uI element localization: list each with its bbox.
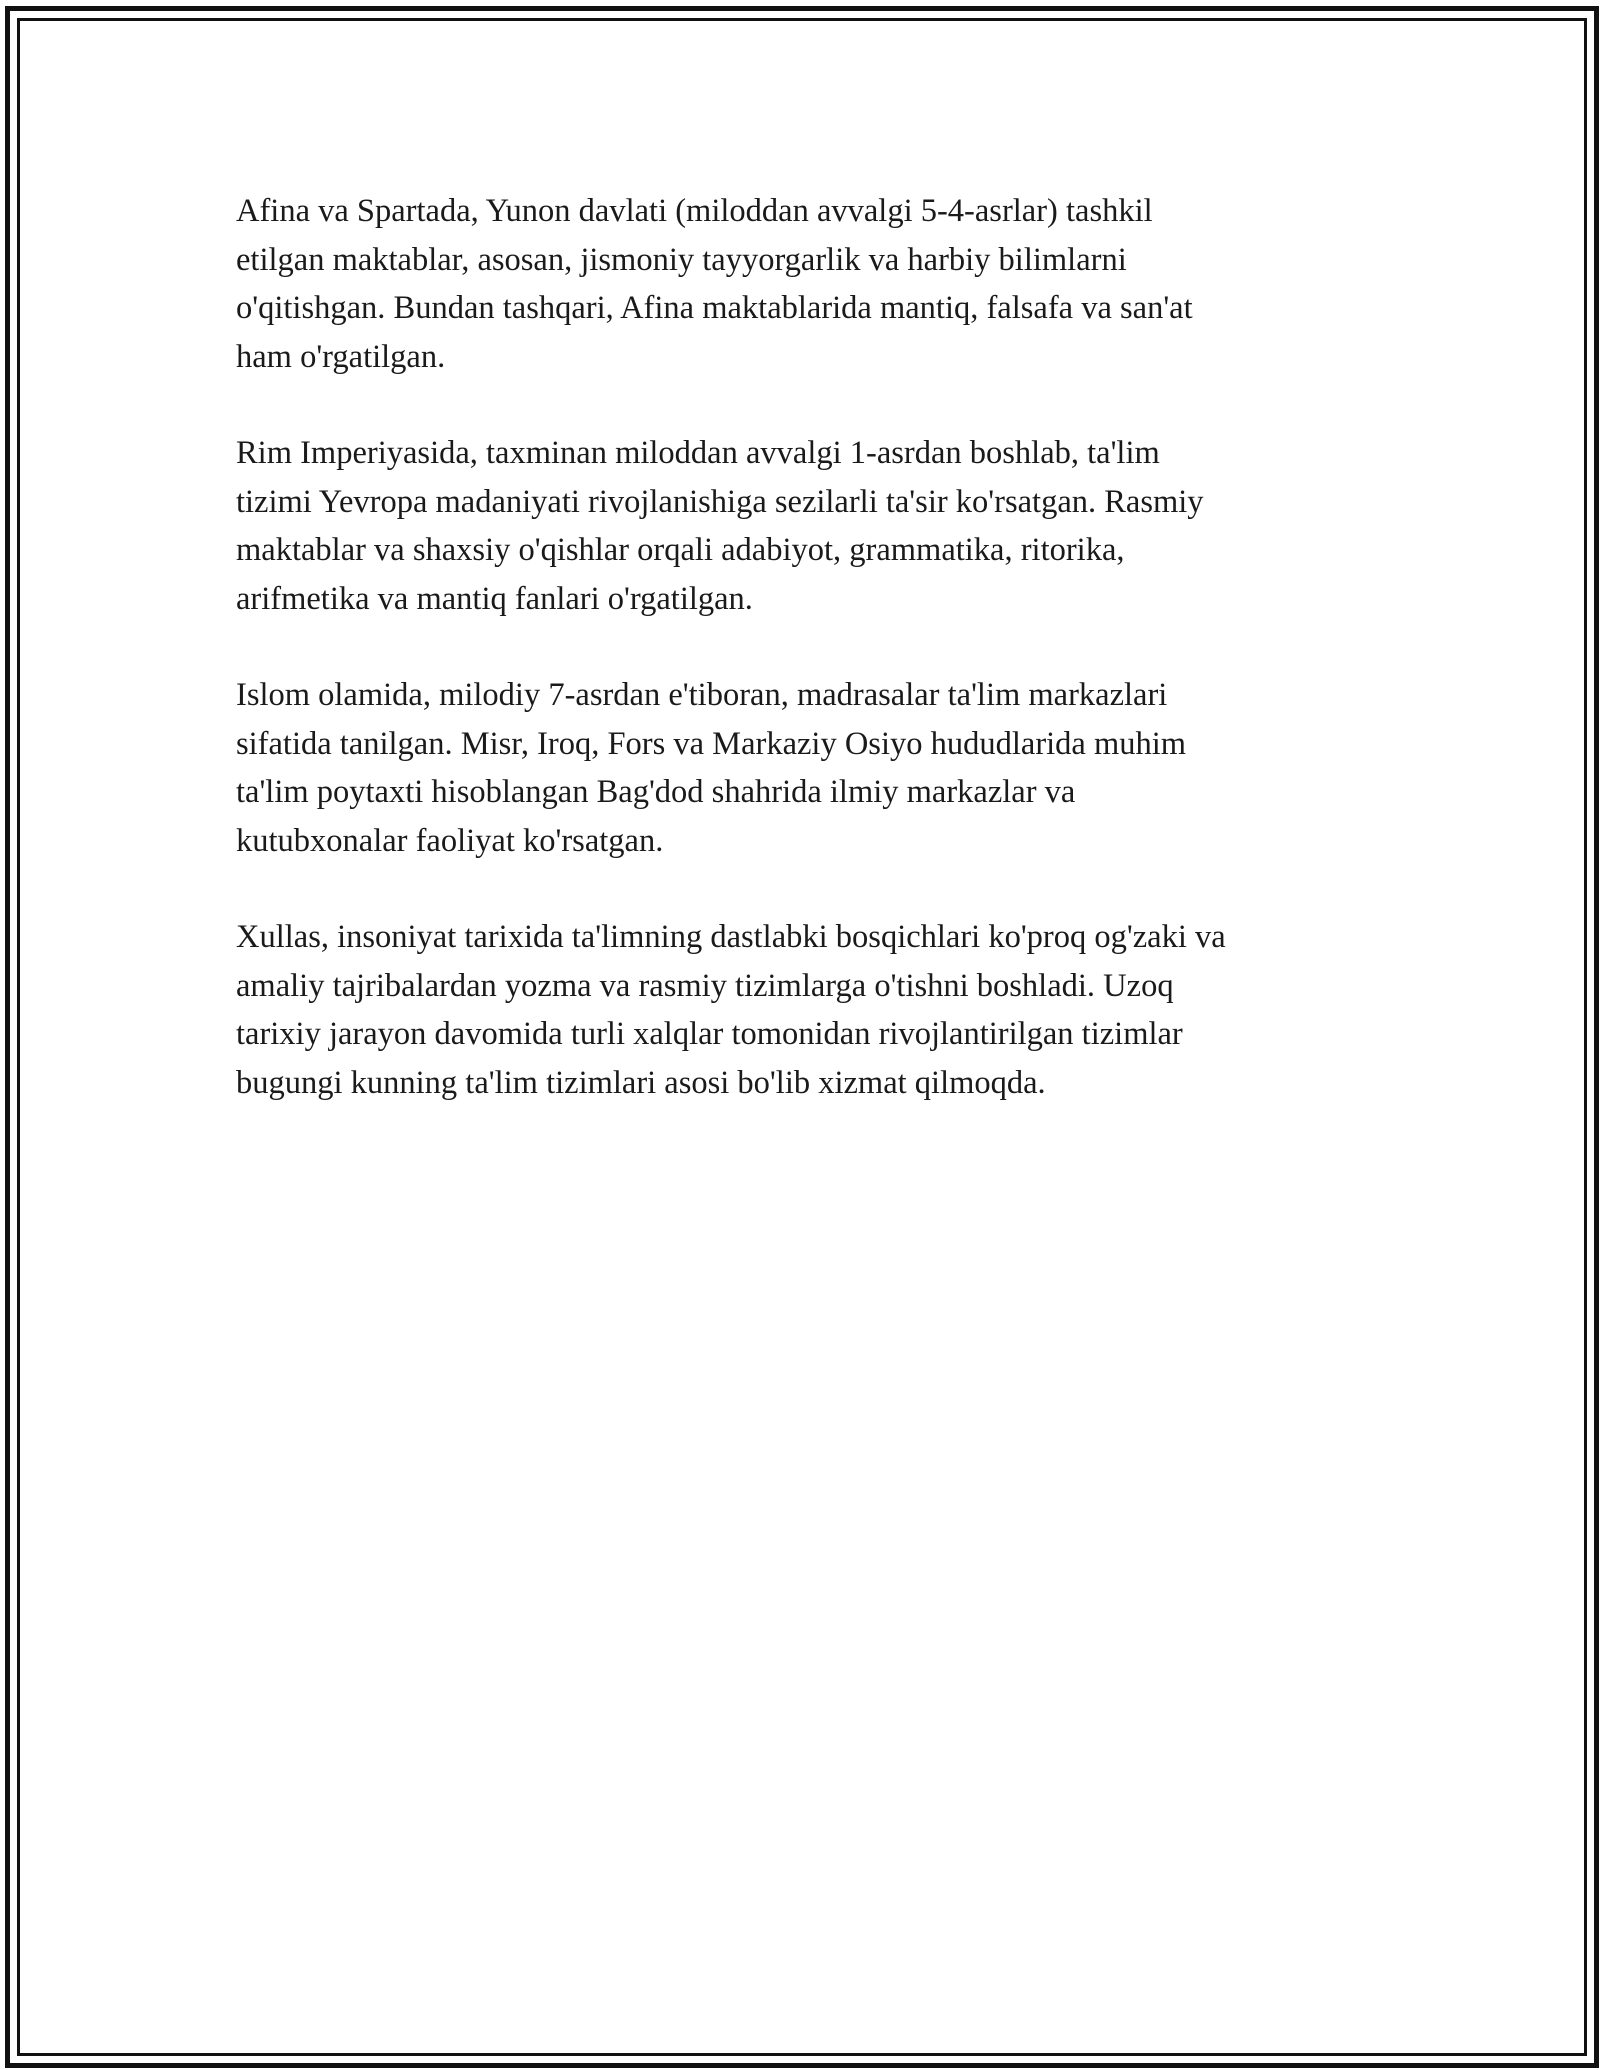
text-line: maktablar va shaxsiy o'qishlar orqali adabiyot, grammatika, ritorika, [236, 532, 1125, 568]
text-line: sifatida tanilgan. Misr, Iroq, Fors va Markaziy Osiyo hududlarida muhim [236, 725, 1187, 762]
text-line: ham o'rgatilgan. [236, 338, 446, 375]
text-line: Rim Imperiyasida, taxminan miloddan avvalgi 1-asrdan boshlab, ta'lim [236, 435, 1160, 471]
paragraph-islamic-world [236, 671, 1366, 865]
document-body [236, 187, 1366, 1155]
paragraph-rome [236, 429, 1366, 623]
text-line: kutubxonalar faoliyat ko'rsatgan. [236, 822, 664, 859]
paragraph-greece [236, 187, 1366, 381]
text-line: o'qitishgan. Bundan tashqari, Afina maktablarida mantiq, falsafa va san'at [236, 290, 1193, 326]
text-line: bugungi kunning ta'lim tizimlari asosi bo'lib xizmat qilmoqda. [236, 1064, 1046, 1101]
text-line: etilgan maktablar, asosan, jismoniy tayyorgarlik va harbiy bilimlarni [236, 241, 1127, 278]
text-line: Islom olamida, milodiy 7-asrdan e'tiboran, madrasalar ta'lim markazlari [236, 677, 1168, 713]
text-line: tarixiy jarayon davomida turli xalqlar tomonidan rivojlantirilgan tizimlar [236, 1016, 1183, 1052]
text-line: Afina va Spartada, Yunon davlati (miloddan avvalgi 5-4-asrlar) tashkil [236, 193, 1153, 229]
text-line: ta'lim poytaxti hisoblangan Bag'dod shahrida ilmiy markazlar va [236, 774, 1076, 810]
text-line: Xullas, insoniyat tarixida ta'limning dastlabki bosqichlari ko'proq og'zaki va [236, 919, 1226, 955]
text-line: tizimi Yevropa madaniyati rivojlanishiga sezilarli ta'sir ko'rsatgan. Rasmiy [236, 483, 1204, 520]
paragraph-conclusion [236, 913, 1366, 1107]
text-line: amaliy tajribalardan yozma va rasmiy tizimlarga o'tishni boshladi. Uzoq [236, 967, 1174, 1004]
text-line: arifmetika va mantiq fanlari o'rgatilgan. [236, 580, 753, 617]
